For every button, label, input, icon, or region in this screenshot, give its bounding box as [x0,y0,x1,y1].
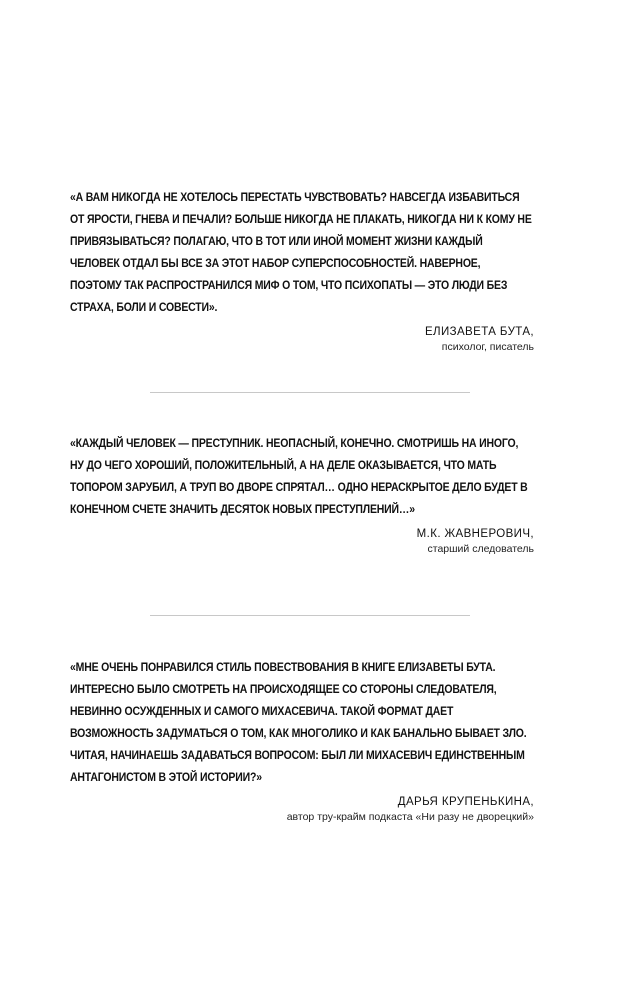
quote-text: «МНЕ ОЧЕНЬ ПОНРАВИЛСЯ СТИЛЬ ПОВЕСТВОВАНИЯ В КНИГЕ ЕЛИЗАВЕТЫ БУТА. ИНТЕРЕСНО БЫЛО СМОТРЕТЬ НА ПРОИСХОДЯЩЕЕ СО СТОРОНЫ СЛЕДОВАТЕЛЯ, НЕВИННО ОСУЖДЕННЫХ И САМОГО МИХАСЕВИЧА. ТАКОЙ ФОРМАТ ДАЕТ ВОЗМОЖНОСТЬ ЗАДУМАТЬСЯ О ТОМ, КАК МНОГОЛИКО И КАК БАНАЛЬНО БЫВАЕТ ЗЛО. ЧИТАЯ, НАЧИНАЕШЬ ЗАДАВАТЬСЯ ВОПРОСОМ: БЫЛ ЛИ МИХАСЕВИЧ ЕДИНСТВЕННЫМ АНТАГОНИСТОМ В ЭТОЙ ИСТОРИИ?» [70,660,527,784]
author-name: М.К. ЖАВНЕРОВИЧ, [416,528,534,540]
author-role: старший следователь [427,543,534,555]
quote-text: «КАЖДЫЙ ЧЕЛОВЕК — ПРЕСТУПНИК. НЕОПАСНЫЙ, КОНЕЧНО. СМОТРИШЬ НА ИНОГО, НУ ДО ЧЕГО ХОРОШИЙ, ПОЛОЖИТЕЛЬНЫЙ, А НА ДЕЛЕ ОКАЗЫВАЕТСЯ, ЧТО МАТЬ ТОПОРОМ ЗАРУБИЛ, А ТРУП ВО ДВОРЕ СПРЯТАЛ… ОДНО НЕРАСКРЫТОЕ ДЕЛО БУДЕТ В КОНЕЧНОМ СЧЕТЕ ЗНАЧИТЬ ДЕСЯТОК НОВЫХ ПРЕСТУПЛЕНИЙ…» [70,436,528,516]
attribution [70,324,534,355]
divider [150,392,470,393]
attribution [70,794,534,825]
author-name: ДАРЬЯ КРУПЕНЬКИНА, [397,796,534,808]
divider [150,615,470,616]
author-role: автор тру-крайм подкаста «Ни разу не дворецкий» [286,811,534,823]
quote-block [70,432,534,557]
author-role: психолог, писатель [441,341,534,353]
author-name: ЕЛИЗАВЕТА БУТА, [424,326,534,338]
quote-block [70,186,534,355]
attribution [70,526,534,557]
quote-block [70,656,534,825]
quote-text: «А ВАМ НИКОГДА НЕ ХОТЕЛОСЬ ПЕРЕСТАТЬ ЧУВСТВОВАТЬ? НАВСЕГДА ИЗБАВИТЬСЯ ОТ ЯРОСТИ, ГНЕВА И ПЕЧАЛИ? БОЛЬШЕ НИКОГДА НЕ ПЛАКАТЬ, НИКОГДА НИ К КОМУ НЕ ПРИВЯЗЫВАТЬСЯ? ПОЛАГАЮ, ЧТО В ТОТ ИЛИ ИНОЙ МОМЕНТ ЖИЗНИ КАЖДЫЙ ЧЕЛОВЕК ОТДАЛ БЫ ВСЕ ЗА ЭТОТ НАБОР СУПЕРСПОСОБНОСТЕЙ. НАВЕРНОЕ, ПОЭТОМУ ТАК РАСПРОСТРАНИЛСЯ МИФ О ТОМ, ЧТО ПСИХОПАТЫ — ЭТО ЛЮДИ БЕЗ СТРАХА, БОЛИ И СОВЕСТИ». [70,190,532,314]
